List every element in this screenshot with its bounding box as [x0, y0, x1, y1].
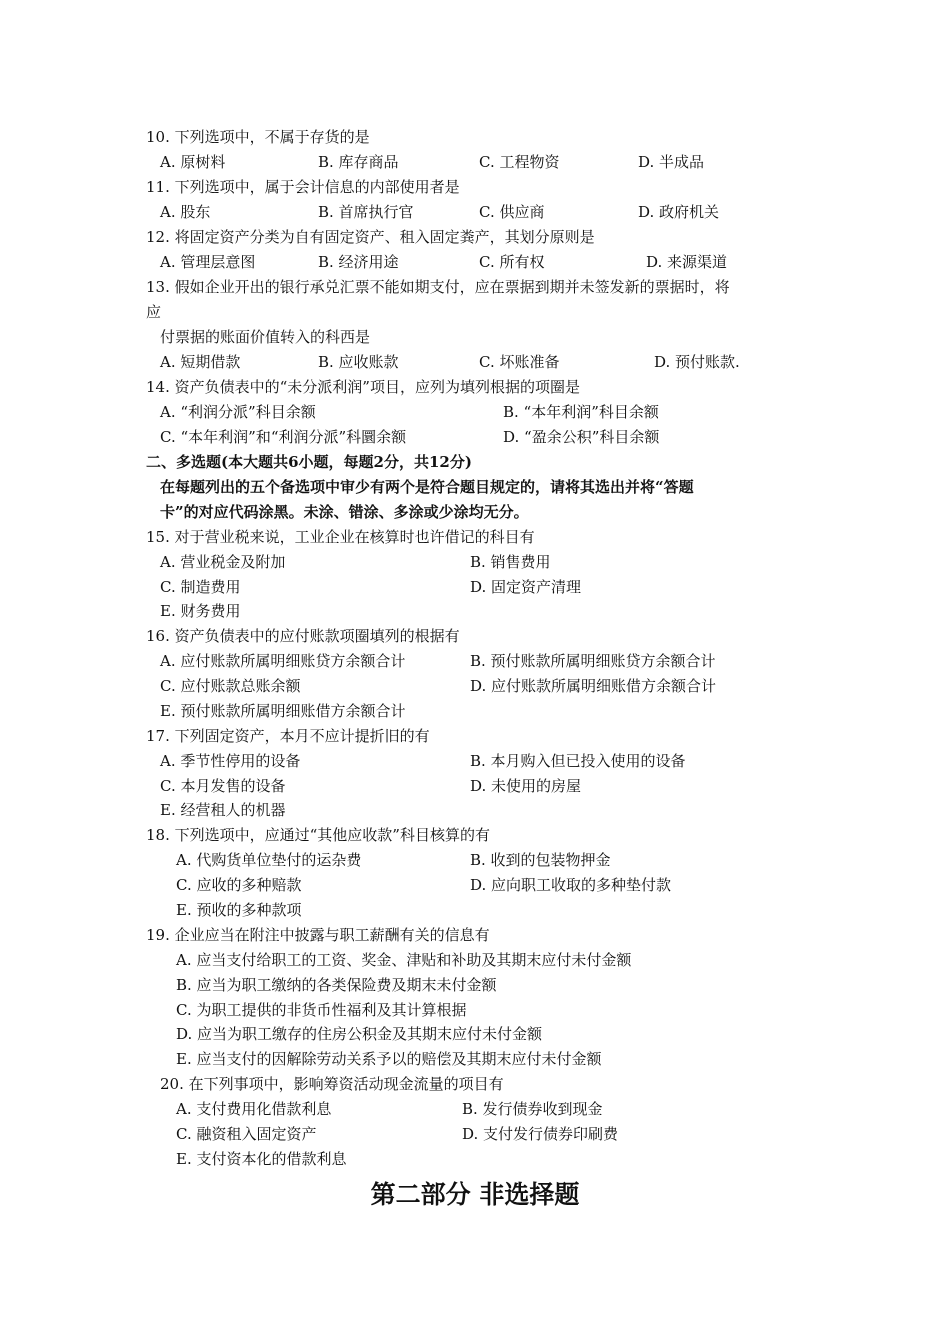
- q19-option-c: C. 为职工提供的非货币性福利及其计算根据: [176, 1001, 467, 1019]
- q20-option-e: E. 支付资本化的借款利息: [176, 1150, 347, 1168]
- q12-option-a: A. 管理层意图: [160, 253, 256, 271]
- question-12-stem: 12. 将固定资产分类为自有固定资产、租入固定粪产，其划分原则是: [146, 228, 595, 246]
- question-10-stem: 10. 下列选项中，不属于存货的是: [146, 128, 370, 146]
- question-17-stem: 17. 下列固定资产，本月不应计提折旧的有: [146, 727, 430, 745]
- q10-option-a: A. 原树料: [160, 153, 226, 171]
- q16-option-d: D. 应付账款所属明细账借方余额合计: [470, 677, 717, 695]
- q17-option-d: D. 未使用的房屋: [470, 777, 582, 795]
- question-15-stem: 15. 对于营业税来说，工业企业在核算时也许借记的科目有: [146, 528, 535, 546]
- question-13-stem-cont: 应: [146, 303, 162, 321]
- q12-option-d: D. 来源渠道: [646, 253, 728, 271]
- q13-option-c: C. 坏账准备: [479, 353, 560, 371]
- q15-option-c: C. 制造费用: [160, 578, 241, 596]
- q19-option-a: A. 应当支付给职工的工资、奖金、津贴和补助及其期末应付未付金额: [176, 951, 632, 969]
- q16-option-e: E. 预付账款所属明细账借方余额合计: [160, 702, 406, 720]
- q19-option-e: E. 应当支付的因解除劳动关系予以的赔偿及其期末应付未付金额: [176, 1050, 602, 1068]
- q13-option-a: A. 短期借款: [160, 353, 241, 371]
- question-16-stem: 16. 资产负债表中的应付账款项圈填列的根据有: [146, 627, 460, 645]
- q19-option-b: B. 应当为职工缴纳的各类保险费及期末未付金额: [176, 976, 497, 994]
- q15-option-e: E. 财务费用: [160, 602, 241, 620]
- q16-option-a: A. 应付账款所属明细账贷方余额合计: [160, 652, 406, 670]
- section-2-instructions-line2: 卡”的对应代码涂黑。未涂、错涂、多涂或少涂均无分。: [160, 503, 529, 521]
- q18-option-b: B. 收到的包装物押金: [470, 851, 611, 869]
- q17-option-c: C. 本月发售的设备: [160, 777, 286, 795]
- q15-option-d: D. 固定资产清理: [470, 578, 582, 596]
- q20-option-d: D. 支付发行债券印刷费: [462, 1125, 619, 1143]
- q14-option-b: B. “本年利润”科目余额: [503, 403, 659, 421]
- question-18-stem: 18. 下列选项中，应通过“其他应收款”科目核算的有: [146, 826, 490, 844]
- q14-option-d: D. “盈余公积”科目余额: [503, 428, 660, 446]
- q10-option-c: C. 工程物资: [479, 153, 560, 171]
- q18-option-e: E. 预收的多种款项: [176, 901, 302, 919]
- q16-option-b: B. 预付账款所属明细账贷方余额合计: [470, 652, 716, 670]
- question-13-stem: 13. 假如企业开出的银行承兑汇票不能如期支付，应在票据到期并未签发新的票据时，将: [146, 278, 730, 296]
- q11-option-d: D. 政府机关: [638, 203, 720, 221]
- q20-option-a: A. 支付费用化借款利息: [176, 1100, 332, 1118]
- q11-option-b: B. 首席执行官: [318, 203, 414, 221]
- q16-option-c: C. 应付账款总账余额: [160, 677, 301, 695]
- q14-option-a: A. “利润分派”科目余额: [160, 403, 316, 421]
- question-13-stem-line2: 付票据的账面价值转入的科西是: [160, 328, 371, 346]
- q11-option-c: C. 供应商: [479, 203, 545, 221]
- q11-option-a: A. 股东: [160, 203, 211, 221]
- q19-option-d: D. 应当为职工缴存的住房公积金及其期末应付未付金额: [176, 1025, 543, 1043]
- question-14-stem: 14. 资产负债表中的“未分派利润”项目，应列为填列根据的项圈是: [146, 378, 580, 396]
- q15-option-b: B. 销售费用: [470, 553, 551, 571]
- q13-option-b: B. 应收账款: [318, 353, 399, 371]
- part-2-heading: 第二部分 非选择题: [370, 1180, 580, 1209]
- q12-option-b: B. 经济用途: [318, 253, 399, 271]
- q18-option-d: D. 应向职工收取的多种垫付款: [470, 876, 672, 894]
- section-2-instructions-line1: 在每题列出的五个备选项中审少有两个是符合题目规定的，请将其选出并将“答题: [160, 478, 694, 496]
- q13-option-d: D. 预付账款.: [654, 353, 740, 371]
- q14-option-c: C. “本年利润”和“利润分派”科圜余额: [160, 428, 407, 446]
- q12-option-c: C. 所有权: [479, 253, 545, 271]
- q18-option-c: C. 应收的多种赔款: [176, 876, 302, 894]
- q17-option-e: E. 经营租人的机器: [160, 801, 286, 819]
- q10-option-b: B. 库存商品: [318, 153, 399, 171]
- q20-option-b: B. 发行债券收到现金: [462, 1100, 603, 1118]
- q17-option-b: B. 本月购入但已投入使用的设备: [470, 752, 686, 770]
- section-2-title: 二、多选题(本大题共6小题，每题2分，共12分): [146, 453, 472, 471]
- question-19-stem: 19. 企业应当在附注中披露与职工薪酬有关的信息有: [146, 926, 490, 944]
- q10-option-d: D. 半成品: [638, 153, 705, 171]
- q17-option-a: A. 季节性停用的设备: [160, 752, 301, 770]
- question-20-stem: 20. 在下列事项中，影响筹资活动现金流量的项目有: [160, 1075, 504, 1093]
- q18-option-a: A. 代购货单位垫付的运杂费: [176, 851, 362, 869]
- q15-option-a: A. 营业税金及附加: [160, 553, 286, 571]
- question-11-stem: 11. 下列选项中，属于会计信息的内部使用者是: [146, 178, 460, 196]
- q20-option-c: C. 融资租入固定资产: [176, 1125, 317, 1143]
